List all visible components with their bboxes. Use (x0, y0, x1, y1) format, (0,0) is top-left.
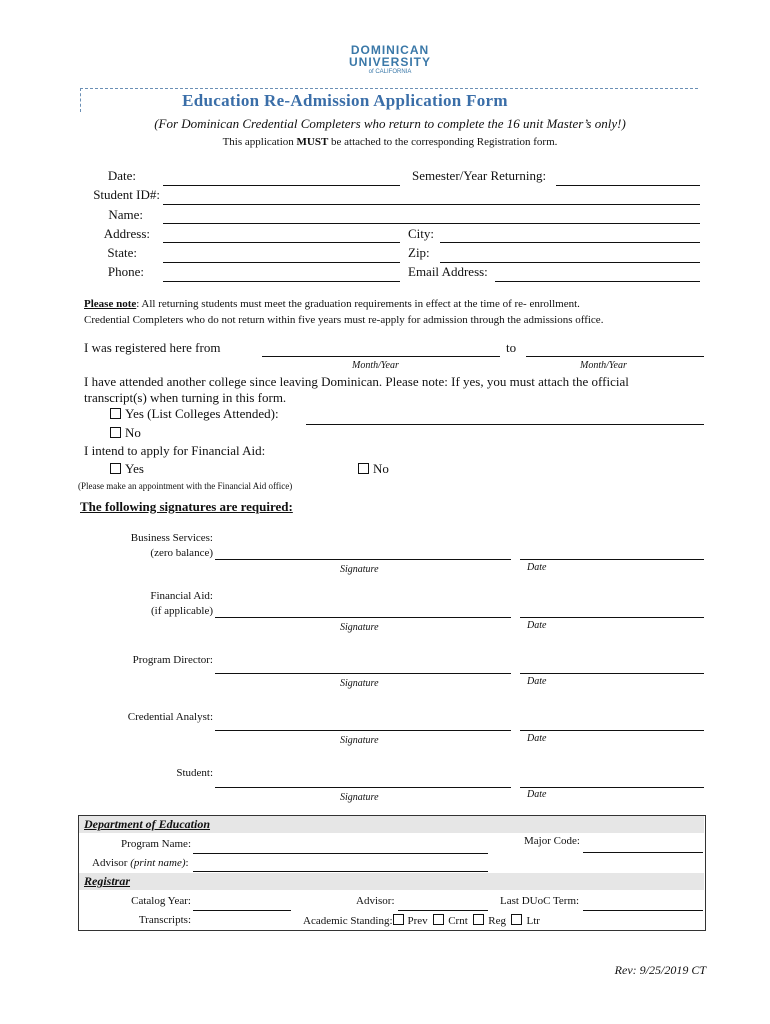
attended-no-label: No (125, 425, 141, 440)
crnt-label: Crnt (448, 915, 468, 927)
finaid-signature-line[interactable] (215, 617, 511, 618)
attach-pre: This application (222, 136, 297, 148)
director-date-caption: Date (527, 676, 547, 687)
email-label: Email Address: (408, 264, 488, 279)
student-sign-label: Student: (176, 767, 213, 779)
signatures-heading: The following signatures are required: (80, 499, 293, 514)
university-logo (340, 44, 440, 76)
advisor-print-label (92, 857, 189, 869)
registrar-band (79, 873, 704, 890)
finaid-no-label: No (373, 461, 389, 476)
student-date-caption: Date (527, 789, 547, 800)
finaid-yes-option (110, 461, 144, 477)
student-id-field[interactable] (163, 204, 700, 205)
catalog-year-label: Catalog Year: (131, 895, 191, 907)
finaid-date-line[interactable] (520, 617, 704, 618)
page-subtitle: (For Dominican Credential Completers who return to complete the 16 unit Master’s only!) (154, 116, 626, 131)
reg-checkbox[interactable] (473, 914, 484, 925)
transcripts-label: Transcripts: (138, 914, 191, 926)
attended-no-checkbox[interactable] (110, 427, 121, 438)
registered-from-field[interactable] (262, 356, 500, 357)
registered-to-field[interactable] (526, 356, 704, 357)
attended-text1: I have attended another college since leaving Dominican. Please note: If yes, you must attach the official (84, 374, 629, 389)
director-signature-caption: Signature (340, 678, 379, 689)
finaid-signature-label (100, 589, 213, 619)
registrar-heading: Registrar (84, 874, 131, 888)
email-field[interactable] (495, 281, 700, 282)
state-label: State: (107, 245, 137, 260)
registrar-advisor-label: Advisor: (356, 895, 395, 907)
program-name-label: Program Name: (121, 838, 191, 850)
zip-field[interactable] (440, 262, 700, 263)
business-label: Business Services: (130, 532, 213, 544)
finaid-yes-checkbox[interactable] (110, 463, 121, 474)
ltr-label: Ltr (526, 915, 540, 927)
city-field[interactable] (440, 242, 700, 243)
advisor-print-post: : (185, 857, 189, 869)
finaid-label: Financial Aid: (150, 590, 213, 602)
address-label: Address: (103, 226, 150, 241)
attended-yes-label: Yes (List Colleges Attended): (125, 406, 279, 421)
registered-to-label: to (506, 340, 517, 355)
registered-label: I was registered here from (84, 340, 221, 355)
date-field[interactable] (163, 185, 400, 186)
name-label: Name: (108, 207, 143, 222)
catalog-year-field[interactable] (193, 910, 291, 911)
advisor-print-italic: (print name) (130, 857, 186, 869)
financial-aid-question: I intend to apply for Financial Aid: (84, 443, 266, 458)
note-text2: Credential Completers who do not return within five years must re-apply for admission through the admissions office. (84, 314, 604, 326)
attended-yes-option (110, 406, 279, 422)
registrar-advisor-field[interactable] (398, 910, 488, 911)
finaid-date-caption: Date (527, 620, 547, 631)
director-signature-line[interactable] (215, 673, 511, 674)
analyst-label: Credential Analyst: (127, 711, 213, 723)
semester-field[interactable] (556, 185, 700, 186)
state-field[interactable] (163, 262, 400, 263)
address-field[interactable] (163, 242, 400, 243)
semester-label: Semester/Year Returning: (412, 168, 547, 183)
month-year-to-label: Month/Year (580, 360, 627, 371)
revision-label: Rev: 9/25/2019 CT (614, 963, 706, 977)
finaid-appointment-note: (Please make an appointment with the Financial Aid office) (78, 481, 293, 491)
logo-line1: DOMINICAN (350, 43, 430, 57)
date-label: Date: (107, 168, 136, 183)
analyst-date-line[interactable] (520, 730, 704, 731)
analyst-date-caption: Date (527, 733, 547, 744)
business-signature-caption: Signature (340, 564, 379, 575)
attended-text2: transcript(s) when turning in this form. (84, 390, 287, 405)
ltr-checkbox[interactable] (511, 914, 522, 925)
graduation-note (84, 296, 724, 328)
finaid-yes-label: Yes (125, 461, 144, 476)
student-signature-line[interactable] (215, 787, 511, 788)
attended-yes-checkbox[interactable] (110, 408, 121, 419)
phone-label: Phone: (107, 264, 144, 279)
logo-line2: UNIVERSITY (348, 55, 431, 69)
academic-standing-row (303, 914, 540, 927)
last-term-label: Last DUoC Term: (500, 895, 580, 907)
prev-label: Prev (407, 915, 428, 927)
attach-must: MUST (296, 136, 329, 148)
page-title: Education Re-Admission Application Form (182, 91, 508, 110)
name-field[interactable] (163, 223, 700, 224)
academic-standing-label: Academic Standing: (303, 915, 393, 927)
crnt-checkbox[interactable] (433, 914, 444, 925)
prev-checkbox[interactable] (393, 914, 404, 925)
analyst-signature-caption: Signature (340, 735, 379, 746)
attach-instruction (0, 136, 770, 148)
finaid-no-checkbox[interactable] (358, 463, 369, 474)
phone-field[interactable] (163, 281, 400, 282)
business-services-label (100, 531, 213, 561)
attach-post: be attached to the corresponding Registration form. (328, 136, 558, 148)
student-signature-caption: Signature (340, 792, 379, 803)
director-date-line[interactable] (520, 673, 704, 674)
business-signature-line[interactable] (215, 559, 511, 560)
department-heading: Department of Education (84, 817, 211, 831)
zip-label: Zip: (408, 245, 430, 260)
advisor-print-pre: Advisor (92, 857, 131, 869)
last-term-field[interactable] (583, 910, 703, 911)
note-label: Please note (84, 298, 137, 310)
logo-line3: of CALIFORNIA (368, 69, 412, 75)
note-text1: : All returning students must meet the graduation requirements in effect at the time of re- enrollment. (136, 298, 580, 310)
attended-no-option (110, 425, 141, 441)
advisor-print-field[interactable] (193, 871, 488, 872)
business-date-line[interactable] (520, 559, 704, 560)
finaid-no-option (358, 461, 389, 477)
month-year-from-label: Month/Year (352, 360, 399, 371)
reg-label: Reg (488, 915, 506, 927)
director-label: Program Director: (132, 654, 213, 666)
analyst-signature-line[interactable] (215, 730, 511, 731)
student-date-line[interactable] (520, 787, 704, 788)
student-id-label: Student ID#: (93, 187, 160, 202)
major-code-label: Major Code: (524, 835, 580, 847)
major-code-field[interactable] (583, 852, 703, 853)
business-sub-label: (zero balance) (150, 547, 213, 559)
business-date-caption: Date (527, 562, 547, 573)
city-label: City: (408, 226, 435, 241)
attended-question (84, 374, 724, 406)
finaid-signature-caption: Signature (340, 622, 379, 633)
colleges-attended-field[interactable] (306, 424, 704, 425)
program-name-field[interactable] (193, 853, 488, 854)
header-divider (80, 88, 698, 89)
finaid-sub-label: (if applicable) (151, 605, 213, 617)
